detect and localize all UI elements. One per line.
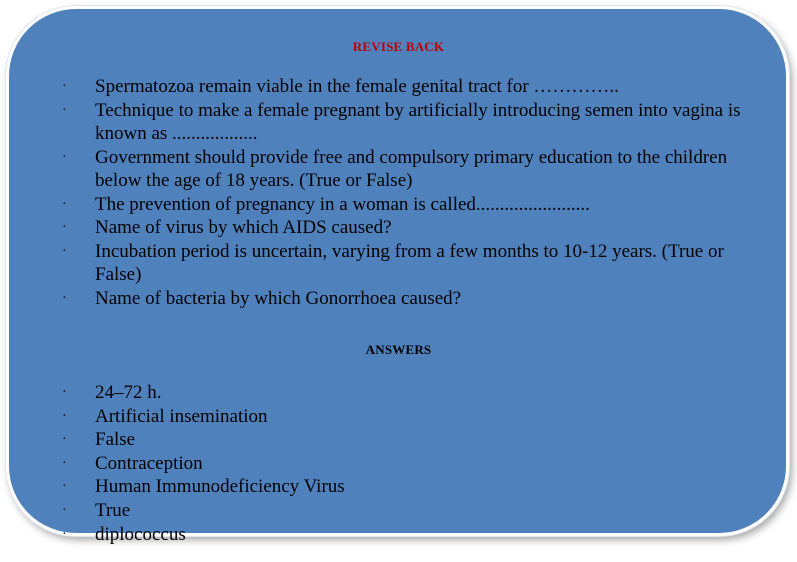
- bullet-icon: ·: [62, 196, 67, 212]
- question-item: [0, 75, 797, 99]
- bullet-icon: ·: [62, 102, 67, 118]
- bullet-icon: ·: [62, 290, 67, 306]
- question-text: Name of virus by which AIDS caused?: [95, 217, 392, 238]
- bullet-icon: ·: [62, 243, 67, 259]
- bullet-icon: ·: [62, 502, 67, 518]
- bullet-icon: ·: [62, 220, 67, 235]
- answer-list: [0, 381, 797, 546]
- answer-item: [0, 381, 797, 405]
- question-text: Technique to make a female pregnant by artificially introducing semen into vagina is known as ..................: [95, 99, 741, 144]
- question-text: The prevention of pregnancy in a woman is called........................: [95, 193, 590, 215]
- answer-text: 24–72 h.: [95, 382, 162, 403]
- card-title: REVISE BACK: [352, 39, 445, 54]
- bullet-icon: ·: [62, 79, 67, 94]
- answer-text: Contraception: [95, 452, 203, 474]
- answers-heading: ANSWERS: [365, 342, 432, 357]
- answer-text: Human Immunodeficiency Virus: [95, 476, 345, 498]
- question-item: [0, 240, 797, 287]
- bullet-icon: ·: [62, 149, 67, 165]
- answer-text: False: [95, 429, 136, 451]
- bullet-icon: ·: [62, 526, 67, 542]
- answer-text: Artificial insemination: [95, 405, 268, 427]
- question-text: Incubation period is uncertain, varying from a few months to 10-12 years. (True or False): [95, 240, 724, 285]
- question-text: Spermatozoa remain viable in the female genital tract for …………..: [95, 76, 619, 97]
- question-list: [0, 75, 797, 310]
- question-item: [0, 99, 797, 146]
- bullet-icon: ·: [62, 455, 67, 471]
- answer-item: [0, 475, 797, 499]
- bullet-icon: ·: [62, 432, 67, 448]
- question-item: [0, 146, 797, 193]
- answer-item: [0, 523, 797, 547]
- question-text: Government should provide free and compulsory primary education to the children below the age of 18 years. (True or False): [95, 146, 728, 191]
- question-item: [0, 193, 797, 217]
- answer-item: [0, 452, 797, 476]
- answer-text: True: [95, 499, 131, 521]
- question-item: [0, 216, 797, 240]
- answer-item: [0, 428, 797, 452]
- answer-item: [0, 405, 797, 429]
- bullet-icon: ·: [62, 385, 67, 400]
- bullet-icon: ·: [62, 479, 67, 495]
- question-item: [0, 287, 797, 311]
- bullet-icon: ·: [62, 408, 67, 424]
- answer-text: diplococcus: [95, 523, 186, 545]
- answer-item: [0, 499, 797, 523]
- question-text: Name of bacteria by which Gonorrhoea caused?: [95, 287, 462, 309]
